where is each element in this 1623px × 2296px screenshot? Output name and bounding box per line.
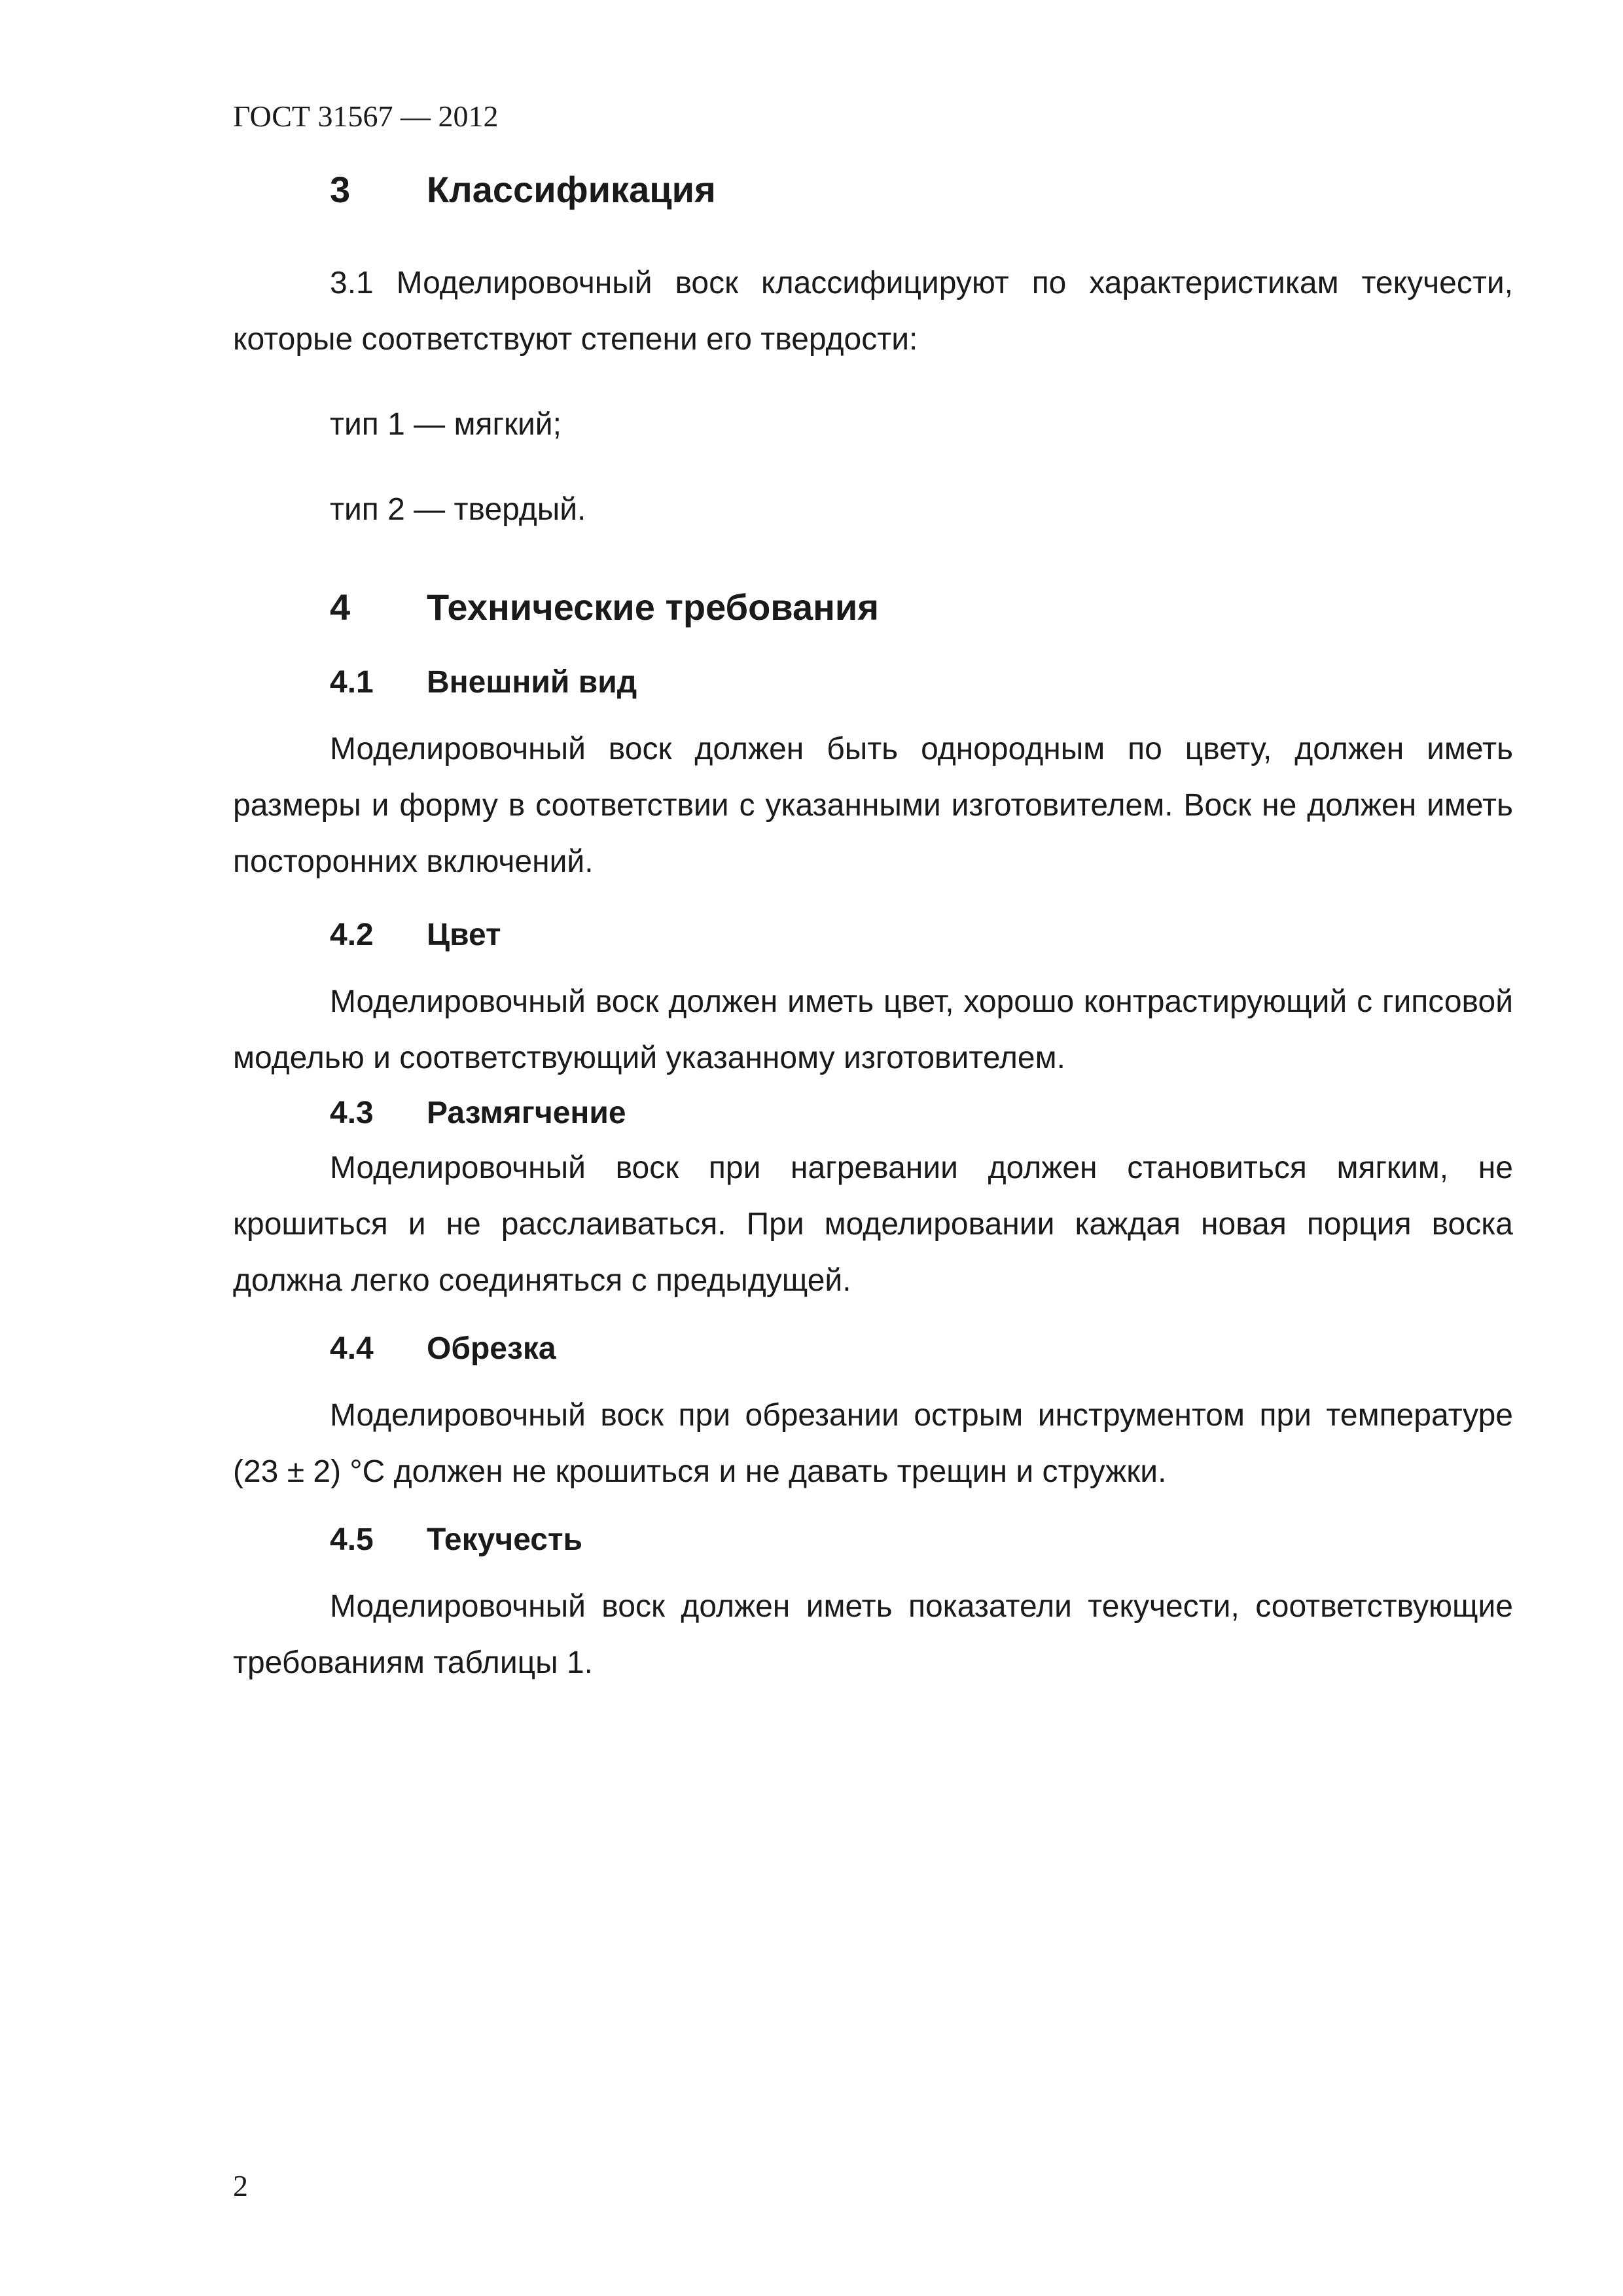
section-title: Классификация xyxy=(427,169,716,210)
section-heading-classification xyxy=(233,164,1513,216)
subsection-heading-flow xyxy=(233,1517,1513,1563)
subsection-number: 4.1 xyxy=(330,665,374,700)
subsection-heading-color xyxy=(233,912,1513,958)
paragraph-4-2: Моделировочный воск должен иметь цвет, хорошо контрастирующий с гипсовой моделью и соответствующий указанному изготовителем. xyxy=(233,984,1513,1075)
subsection-title: Размягчение xyxy=(427,1096,626,1130)
list-item-type-1: тип 1 — мягкий; xyxy=(330,407,562,442)
subsection-heading-appearance xyxy=(233,660,1513,706)
paragraph-4-3: Моделировочный воск при нагревании должен становиться мягким, не крошиться и не расслаиваться. При моделировании каждая новая порция воска должна легко соединяться с предыдущей. xyxy=(233,1151,1513,1298)
subsection-number: 4.5 xyxy=(330,1522,374,1557)
subsection-title: Текучесть xyxy=(427,1522,582,1557)
paragraph-4-1: Моделировочный воск должен быть однородным по цвету, должен иметь размеры и форму в соответствии с указанными изготовителем. Воск не должен иметь посторонних включений. xyxy=(233,732,1513,879)
section-heading-technical-requirements xyxy=(233,581,1513,634)
subsection-number: 4.3 xyxy=(330,1096,374,1130)
paragraph-4-5: Моделировочный воск должен иметь показатели текучести, соответствующие требованиям таблицы 1. xyxy=(233,1589,1513,1680)
running-head: ГОСТ 31567 — 2012 xyxy=(233,99,499,133)
subsection-heading-trimming xyxy=(233,1326,1513,1372)
page-content xyxy=(233,164,1513,1691)
subsection-title: Обрезка xyxy=(427,1331,556,1366)
paragraph-4-4: Моделировочный воск при обрезании острым инструментом при температуре (23 ± 2) °С должен не крошиться и не давать трещин и стружки. xyxy=(233,1398,1513,1489)
subsection-number: 4.2 xyxy=(330,918,374,952)
subsection-heading-softening xyxy=(233,1090,1513,1136)
paragraph-3-1: 3.1 Моделировочный воск классифицируют по характеристикам текучести, которые соответствуют степени его твердости: xyxy=(233,266,1513,357)
section-number: 3 xyxy=(330,169,351,210)
section-number: 4 xyxy=(330,586,351,628)
page-number: 2 xyxy=(233,2169,248,2202)
list-item-type-2: тип 2 — твердый. xyxy=(330,492,586,527)
subsection-title: Цвет xyxy=(427,918,501,952)
subsection-number: 4.4 xyxy=(330,1331,374,1366)
section-title: Технические требования xyxy=(427,586,880,628)
subsection-title: Внешний вид xyxy=(427,665,637,700)
